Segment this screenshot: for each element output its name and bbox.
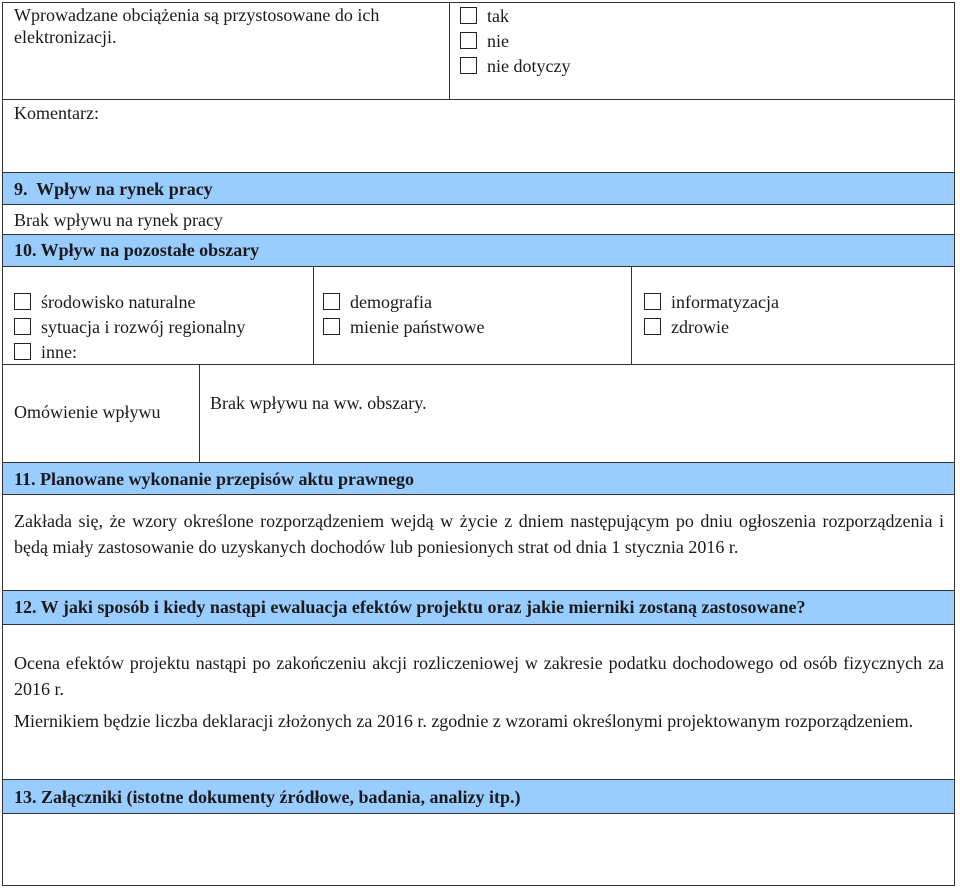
impact-areas-col2 bbox=[323, 290, 484, 340]
divider bbox=[2, 779, 955, 780]
section9-body: Brak wpływu na rynek pracy bbox=[14, 210, 223, 230]
checkbox[interactable] bbox=[460, 7, 477, 24]
divider bbox=[2, 266, 955, 267]
impact-discussion-label: Omówienie wpływu bbox=[14, 402, 161, 422]
option-demografia[interactable]: demografia bbox=[323, 290, 484, 315]
electronization-question: Wprowadzane obciążenia są przystosowane do ich elektronizacji. bbox=[14, 5, 380, 47]
column-divider bbox=[313, 266, 314, 364]
option-inne[interactable]: inne: bbox=[14, 340, 245, 365]
checkbox[interactable] bbox=[644, 293, 661, 310]
option-tak[interactable]: tak bbox=[460, 4, 570, 29]
option-sytuacja-regionalna[interactable]: sytuacja i rozwój regionalny bbox=[14, 315, 245, 340]
divider bbox=[2, 204, 955, 205]
impact-areas-col3 bbox=[644, 290, 779, 340]
section11-heading: 11. Planowane wykonanie przepisów aktu prawnego bbox=[14, 469, 415, 489]
checkbox[interactable] bbox=[14, 318, 31, 335]
checkbox[interactable] bbox=[460, 32, 477, 49]
column-divider bbox=[449, 2, 450, 99]
comment-label: Komentarz: bbox=[14, 103, 99, 123]
divider bbox=[2, 234, 955, 235]
section12-heading: 12. W jaki sposób i kiedy nastąpi ewaluacja efektów projektu oraz jakie mierniki zostaną zastosowane? bbox=[14, 597, 806, 617]
option-mienie-panstwowe[interactable]: mienie państwowe bbox=[323, 315, 484, 340]
checkbox[interactable] bbox=[323, 318, 340, 335]
divider bbox=[2, 99, 955, 100]
divider bbox=[2, 813, 955, 814]
option-nie[interactable]: nie bbox=[460, 29, 570, 54]
checkbox[interactable] bbox=[14, 343, 31, 360]
divider bbox=[2, 494, 955, 495]
checkbox[interactable] bbox=[323, 293, 340, 310]
section12-para2: Miernikiem będzie liczba deklaracji złożonych za 2016 r. zgodnie z wzorami określonymi projektowanym rozporządzeniem. bbox=[14, 711, 914, 731]
option-nie-dotyczy[interactable]: nie dotyczy bbox=[460, 54, 570, 79]
form-frame bbox=[2, 2, 955, 886]
checkbox[interactable] bbox=[460, 57, 477, 74]
section13-heading: 13. Załączniki (istotne dokumenty źródłowe, badania, analizy itp.) bbox=[14, 787, 521, 807]
divider bbox=[2, 462, 955, 463]
impact-discussion-text: Brak wpływu na ww. obszary. bbox=[210, 393, 427, 413]
checkbox[interactable] bbox=[14, 293, 31, 310]
divider bbox=[2, 624, 955, 625]
section10-heading: 10. Wpływ na pozostałe obszary bbox=[14, 240, 260, 260]
impact-areas-col1 bbox=[14, 290, 245, 365]
section11-body: Zakłada się, że wzory określone rozporządzeniem wejdą w życie z dniem następującym po dniu ogłoszenia rozporządzenia i będą miały zastosowanie do uzyskanych dochodów lub poniesionych strat od dnia 1 stycznia 2016 r. bbox=[14, 511, 944, 557]
option-zdrowie[interactable]: zdrowie bbox=[644, 315, 779, 340]
option-srodowisko[interactable]: środowisko naturalne bbox=[14, 290, 245, 315]
section9-heading: 9. Wpływ na rynek pracy bbox=[14, 179, 213, 199]
section12-para1: Ocena efektów projektu nastąpi po zakończeniu akcji rozliczeniowej w zakresie podatku dochodowego od osób fizycznych za 2016 r. bbox=[14, 653, 944, 699]
column-divider bbox=[631, 266, 632, 364]
option-informatyzacja[interactable]: informatyzacja bbox=[644, 290, 779, 315]
electronization-options bbox=[460, 4, 570, 79]
divider bbox=[2, 590, 955, 591]
checkbox[interactable] bbox=[644, 318, 661, 335]
divider bbox=[2, 172, 955, 173]
column-divider bbox=[199, 364, 200, 462]
